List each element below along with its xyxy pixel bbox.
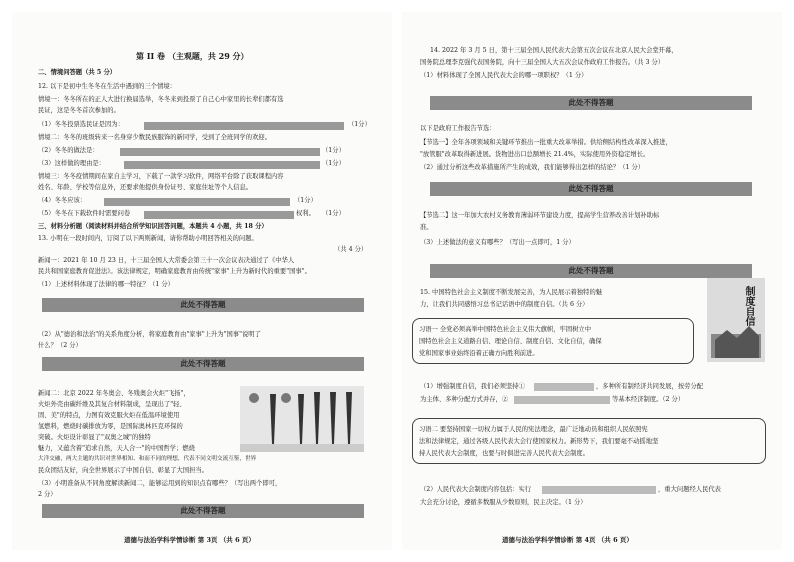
- torch-photo: [240, 386, 364, 452]
- q14-excerpt2-line1: 【节选二】这一年加大农村义务教育薄弱环节建设力度，提高学生营养改善计划补助标: [420, 212, 660, 219]
- quote1-line: 国特色社会主义道路自信、理论自信、制度自信、文化自信，确保: [419, 338, 602, 345]
- news1-line1: 新闻一：2021 年 10 月 23 日，十三届全国人大常委会第三十一次会议表决通过了《中华人: [38, 257, 295, 264]
- score-label: （1分）: [322, 160, 345, 167]
- q14-excerpt1-line1: 【节选一】全年各项领域和关键环节推出一批重大改革举措。供给侧结构性改革深入推进，: [420, 139, 672, 146]
- no-answer-banner: 此处不得答题: [430, 264, 752, 278]
- q14-line2: 国务院总理李克强代表国务院，向十三届全国人大五次会议作政府工作报告。（共 3 分）: [420, 59, 665, 66]
- news2-line: 固、美"的特点，力图有效克服火炬在低温环境使用: [38, 412, 180, 419]
- q13-intro: 13. 小明在一段时间内，订阅了以下两则新闻，请你帮助小明回答相关的问题。: [38, 235, 258, 242]
- news2-line: 民众团结友好，向全世界展示了中国自信、彰显了大国担当。: [38, 467, 209, 474]
- part2-title: 二、情境问答题（共 5 分）: [38, 69, 117, 76]
- book-cover-image: [707, 278, 765, 362]
- blank-3-field[interactable]: [542, 486, 656, 494]
- news2-line: 氢燃料，燃烧时碳排放为零，是国际奥林匹克环保的: [38, 423, 183, 430]
- q15-question2-part1: （2）人民代表大会制度内容包括：实行: [420, 486, 532, 493]
- no-answer-banner: 此处不得答题: [42, 357, 364, 371]
- score-label: （1分）: [348, 121, 371, 128]
- q12-question3: （3）这样做的理由是：: [38, 160, 105, 167]
- news1-question2-line2: 什么？（2 分）: [38, 342, 82, 349]
- q14-question2: （2）通过分析这些改革措施所产生的成效，我们能够得出怎样的结论？（1 分）: [420, 164, 645, 171]
- news2-question3-line2: 2 分）: [38, 491, 57, 498]
- no-answer-banner: 此处不得答题: [430, 96, 752, 110]
- q12-question4: （4）冬冬应该：: [38, 197, 87, 204]
- q12-situation1-line2: 民证，这是冬冬首次参加的。: [38, 107, 120, 114]
- no-answer-banner: 此处不得答题: [430, 182, 752, 196]
- score-label: （1分）: [294, 197, 317, 204]
- q12-question1: （1）冬冬投票选民证是因为：: [38, 121, 124, 128]
- q12-situation1-line1: 情境一：冬冬所在的正人大进行换届选举，冬冬来到投票了自己心中家里的长辈们都有选: [38, 96, 284, 103]
- news2-line: 火炬外壳由碳纤维及其复合材料制成，呈现出了"轻、: [38, 401, 186, 408]
- q13-score: （共 4 分）: [334, 246, 368, 253]
- q12-question5-tail: 权利。: [296, 210, 315, 217]
- no-answer-banner: 此处不得答题: [42, 298, 364, 312]
- answer-field[interactable]: [124, 161, 320, 169]
- q15-question2-part3: 大会充分讨论，遵循多数服从少数原则，民主决定。（1 分）: [420, 499, 587, 506]
- page-footer: 道德与法治学科学情诊断 第 3页 （共 6 页）: [124, 536, 255, 544]
- no-answer-banner: 此处不得答题: [42, 504, 364, 518]
- book-title: 制度自信: [743, 286, 754, 326]
- q12-situation3-line2: 姓名、年龄、学校等信息外，还要求他提供身份证号、家庭住址等个人信息。: [38, 184, 253, 191]
- q14-question3: （3）上述做法的意义有哪些？（写出一点即可，1 分）: [420, 239, 575, 246]
- news1-line2: 民共和国家庭教育促进法》。该法律规定，明确家庭教育由传统"家事"上升为新时代的重要"国事"。: [38, 268, 311, 275]
- q12-situation3-line1: 情境三：冬冬疫情期间在家自主学习，下载了一款学习软件，网络平台除了获取课程内容: [38, 173, 284, 180]
- news2-line: 魅力，又蕴含着"追求自然，天人合一"的中国哲学；燃烧: [38, 445, 195, 452]
- q14-line1: 14. 2022 年 3 月 5 日，第十三届全国人民代表大会第五次会议在北京人民大会堂开幕，: [430, 47, 678, 54]
- answer-field[interactable]: [144, 211, 294, 219]
- part3-title: 三、材料分析题（阅读材料并结合所学知识回答问题，本题共 4 小题，共 18 分）: [38, 223, 268, 230]
- section-title: 第 II 卷 （主观题，共 29 分）: [136, 51, 249, 61]
- page-4: [402, 12, 782, 550]
- q15-line1: 15. 中国特色社会主义制度不断发展完善，为人民展示着独特的魅: [420, 289, 603, 296]
- page-footer: 道德与法治学科学情诊断 第 4页 （共 6 页）: [502, 536, 633, 544]
- q15-question1-part4: 等基本经济制度。（2 分）: [612, 396, 685, 403]
- q12-intro: 12. 以下是初中生冬冬在生活中遇到的三个情境：: [38, 83, 176, 90]
- q12-situation2: 情境二：冬冬的班级转来一名身穿少数民族服饰的新同学，受到了全班同学的欢迎。: [38, 134, 271, 141]
- quote1-line: 习语一 全党必须高举中国特色社会主义伟大旗帜，牢固树立中: [419, 326, 592, 333]
- answer-field[interactable]: [144, 122, 344, 130]
- news1-question2-line1: （2）从"德治和法治"的关系角度分析，将家庭教育由"家事"上升为"国事"说明了: [38, 331, 261, 338]
- quote2-line: 持人民代表大会制度，也要与时俱进完善人民代表大会制度。: [419, 450, 590, 457]
- q12-question5: （5）冬冬在下载软件时需要问卷: [38, 210, 131, 217]
- q14-excerpt1-line2: "放管服"改革取得新进展。货物进出口总额增长 21.4%，实际使用外资稳定增长。: [420, 151, 650, 158]
- quote2-line: 习语二 要坚持国家一切权力属于人民的宪法理念，最广泛地动员和组织人民依照宪: [419, 426, 648, 433]
- blank-1-field[interactable]: [534, 383, 594, 391]
- news2-line: 大洋交融，两大主题的共识对世界相知、和而不同的理想，代表不同文明交流互鉴，世界: [38, 456, 257, 462]
- news2-line: 新闻二：北京 2022 年冬奥会、冬残奥会火炬"飞扬"，: [38, 390, 190, 397]
- answer-field[interactable]: [120, 148, 320, 156]
- news2-line: 突破。火炬设计彰显了"双奥之城"的独特: [38, 434, 151, 441]
- q15-question1-part2: ，多种所有制经济共同发展，按劳分配: [596, 383, 704, 390]
- score-label: （1分）: [322, 147, 345, 154]
- q12-question2: （2）冬冬的做法是：: [38, 147, 99, 154]
- news1-question1: （1）上述材料体现了法律的哪一特征？（1 分）: [38, 281, 174, 288]
- blank-2-field[interactable]: [514, 396, 610, 404]
- quote-box-2: [412, 418, 766, 464]
- q15-question1-part3: 为主体、多种分配方式并存，②: [420, 396, 509, 403]
- answer-field[interactable]: [104, 198, 290, 206]
- q15-question2-part2: ，重大问题经人民代表: [658, 486, 721, 493]
- quote1-line: 党和国家事业始终沿着正确方向胜利前进。: [419, 350, 539, 357]
- q14-excerpt2-line2: 准。: [420, 224, 433, 231]
- news2-question3-line1: （3）小明准备从不同角度解读新闻二，能够运用到的知识点有哪些？（写出两个即可，: [38, 480, 282, 487]
- quote-box-1: [412, 318, 694, 364]
- q14-excerpt-intro: 以下是政府工作报告节选：: [420, 125, 496, 132]
- q15-question1-part1: （1）增强制度自信，我们必须坚持①: [420, 383, 525, 390]
- page-3: [12, 12, 392, 550]
- score-label: （1分）: [322, 210, 345, 217]
- q14-question1: （1）材料体现了全国人民代表大会的哪一项职权？（1 分）: [420, 72, 588, 79]
- quote2-line: 法和法律规定，通过各级人民代表大会行使国家权力。新形势下，我们要毫不动摇地坚: [419, 438, 659, 445]
- q15-line2: 力，让我们共同感悟习总书记话语中的制度自信。（共 6 分）: [420, 301, 589, 308]
